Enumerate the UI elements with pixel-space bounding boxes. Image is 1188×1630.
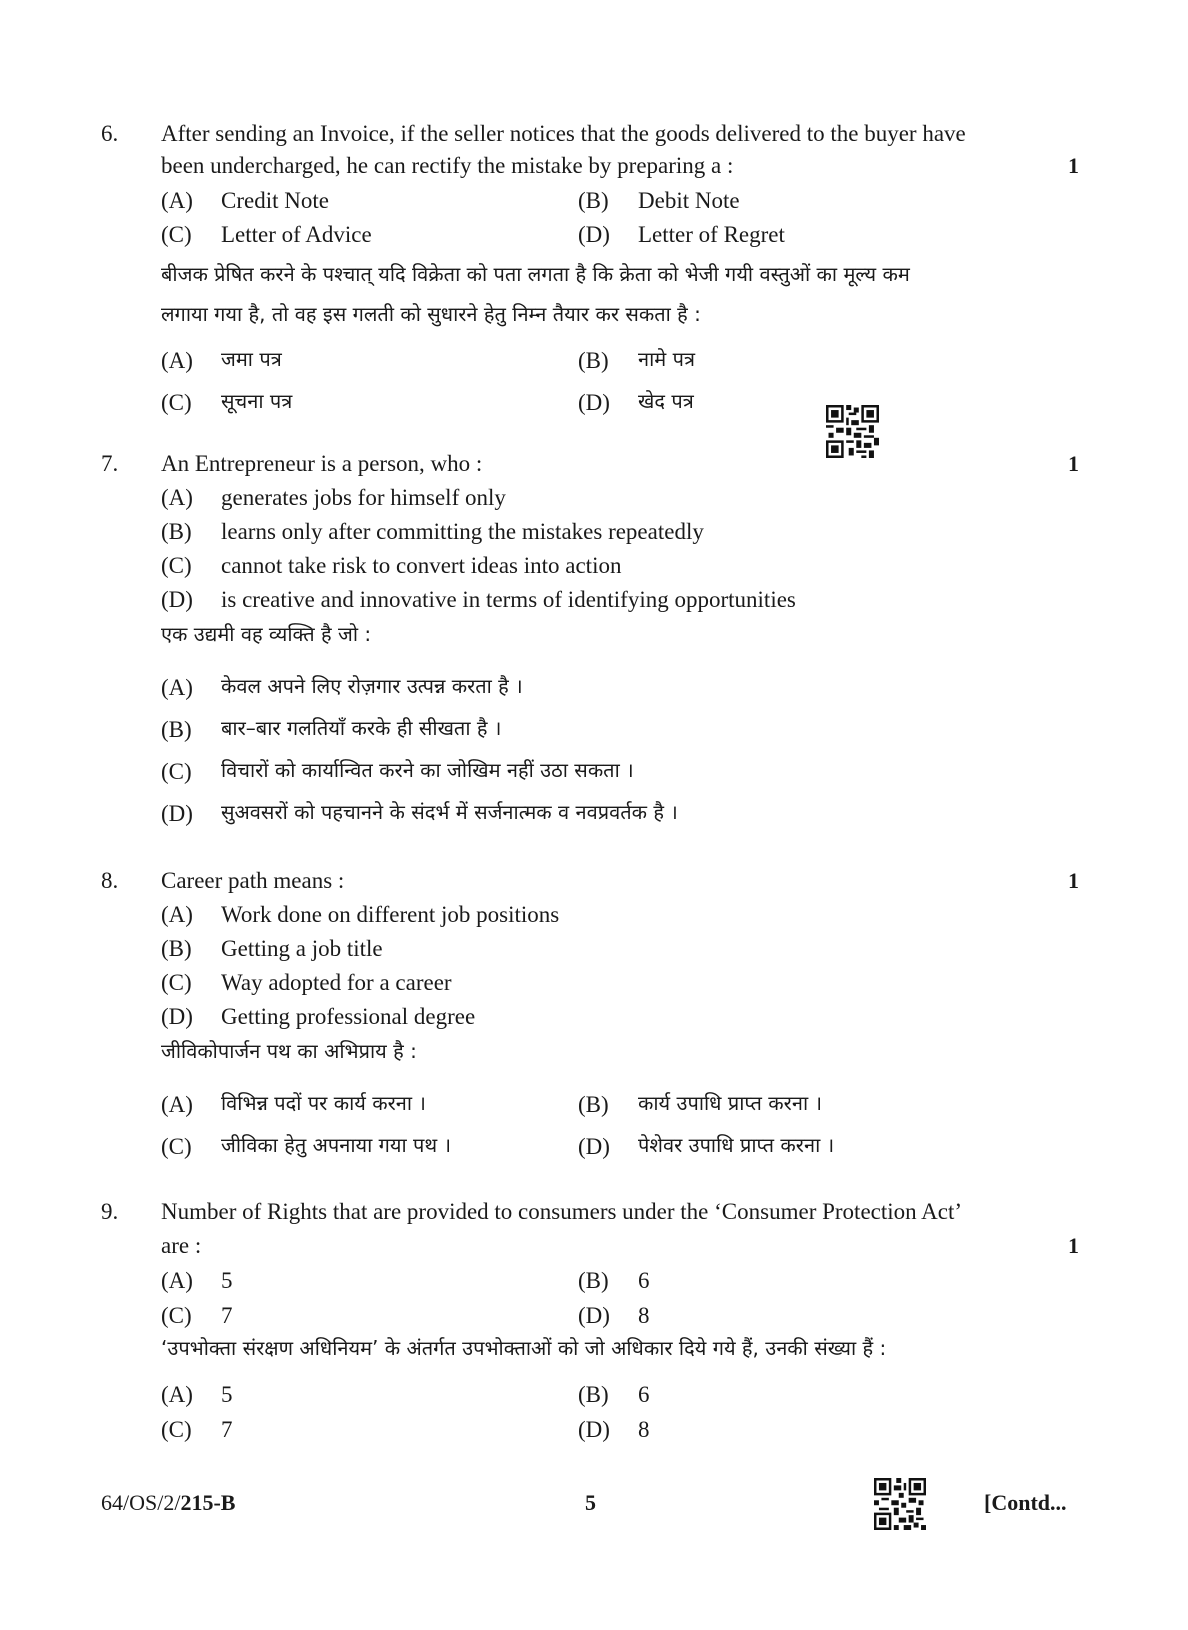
option-label: (B) [161, 936, 192, 961]
page-number: 5 [585, 1490, 596, 1515]
option-text: cannot take risk to convert ideas into action [221, 553, 622, 578]
option-text-hindi: नामे पत्र [638, 347, 695, 371]
option-label: (B) [161, 519, 192, 544]
option-text: Letter of Advice [221, 222, 372, 247]
option-text: 6 [638, 1268, 650, 1293]
option-text: 7 [221, 1303, 233, 1328]
question-7-text: An Entrepreneur is a person, who : [161, 451, 483, 476]
paper-code [101, 1492, 235, 1514]
question-9-text-line-1: Number of Rights that are provided to consumers under the ‘Consumer Protection Act’ [161, 1199, 962, 1224]
option-text-hindi: खेद पत्र [638, 389, 694, 413]
option-label: (C) [161, 222, 192, 247]
continued-marker: [Contd... [984, 1490, 1067, 1515]
qr-code-icon [874, 1478, 926, 1530]
option-label: (D) [578, 390, 610, 415]
option-label: (B) [578, 1382, 609, 1407]
option-text: Debit Note [638, 188, 740, 213]
question-8-text: Career path means : [161, 868, 345, 893]
option-text-hindi: जीविका हेतु अपनाया गया पथ । [221, 1133, 452, 1157]
option-text: 5 [221, 1268, 233, 1293]
option-label: (A) [161, 1268, 193, 1293]
option-text: generates jobs for himself only [221, 485, 506, 510]
option-label: (D) [578, 1134, 610, 1159]
option-text-hindi: विभिन्न पदों पर कार्य करना । [221, 1091, 426, 1115]
paper-code-prefix: 64/OS/2/ [101, 1490, 181, 1515]
option-text-hindi: केवल अपने लिए रोज़गार उत्पन्न करता है । [221, 674, 523, 698]
option-text: Getting professional degree [221, 1004, 476, 1029]
option-text-hindi: सुअवसरों को पहचानने के संदर्भ में सर्जनात्मक व नवप्रवर्तक है । [221, 800, 678, 824]
option-text: learns only after committing the mistakes repeatedly [221, 519, 704, 544]
option-label: (B) [578, 348, 609, 373]
option-text: Letter of Regret [638, 222, 785, 247]
option-text: Work done on different job positions [221, 902, 560, 927]
option-label: (A) [161, 675, 193, 700]
option-label: (D) [578, 1417, 610, 1442]
option-label: (A) [161, 1092, 193, 1117]
question-6-number: 6. [101, 121, 119, 146]
qr-code-icon [826, 405, 879, 458]
option-label: (C) [161, 759, 192, 784]
option-text: 5 [221, 1382, 233, 1407]
option-text-hindi: पेशेवर उपाधि प्राप्त करना । [638, 1133, 835, 1157]
question-8-number: 8. [101, 868, 119, 893]
option-label: (D) [161, 801, 193, 826]
question-6-text-line-1: After sending an Invoice, if the seller notices that the goods delivered to the buyer have [161, 121, 966, 146]
question-9-text-line-2: are : [161, 1233, 202, 1258]
question-7-number: 7. [101, 451, 119, 476]
option-text: is creative and innovative in terms of identifying opportunities [221, 587, 796, 612]
question-9-marks: 1 [1068, 1233, 1079, 1258]
option-label: (B) [578, 188, 609, 213]
option-text: Credit Note [221, 188, 329, 213]
option-label: (C) [161, 390, 192, 415]
option-label: (C) [161, 970, 192, 995]
option-text-hindi: बार–बार गलतियाँ करके ही सीखता है । [221, 716, 502, 740]
option-label: (C) [161, 1134, 192, 1159]
option-text-hindi: जमा पत्र [221, 347, 282, 371]
option-label: (A) [161, 188, 193, 213]
option-label: (A) [161, 348, 193, 373]
option-text-hindi: सूचना पत्र [221, 389, 293, 413]
option-text: 6 [638, 1382, 650, 1407]
question-9-number: 9. [101, 1199, 119, 1224]
option-text: 8 [638, 1417, 650, 1442]
question-8-marks: 1 [1068, 868, 1079, 893]
option-label: (A) [161, 902, 193, 927]
option-label: (D) [578, 222, 610, 247]
option-label: (A) [161, 485, 193, 510]
question-7-marks: 1 [1068, 451, 1079, 476]
option-label: (B) [578, 1268, 609, 1293]
question-8-hindi: जीविकोपार्जन पथ का अभिप्राय है : [161, 1039, 417, 1063]
question-6-hindi-line-2: लगाया गया है, तो वह इस गलती को सुधारने हेतु निम्न तैयार कर सकता है : [161, 302, 701, 326]
paper-code-set: 215-B [180, 1490, 236, 1515]
question-7-hindi: एक उद्यमी वह व्यक्ति है जो : [161, 622, 372, 646]
option-text: Getting a job title [221, 936, 383, 961]
option-label: (C) [161, 553, 192, 578]
option-text: 8 [638, 1303, 650, 1328]
question-6-hindi-line-1: बीजक प्रेषित करने के पश्चात् यदि विक्रेता को पता लगता है कि क्रेता को भेजी गयी वस्तुओं का मूल्य कम [161, 262, 910, 286]
option-label: (A) [161, 1382, 193, 1407]
option-label: (D) [578, 1303, 610, 1328]
option-text-hindi: कार्य उपाधि प्राप्त करना । [638, 1091, 823, 1115]
option-label: (D) [161, 587, 193, 612]
question-6-text-line-2: been undercharged, he can rectify the mistake by preparing a : [161, 153, 734, 178]
question-9-hindi: ‘उपभोक्ता संरक्षण अधिनियम’ के अंतर्गत उपभोक्ताओं को जो अधिकार दिये गये हैं, उनकी संख्या हैं : [161, 1336, 887, 1360]
option-text-hindi: विचारों को कार्यान्वित करने का जोखिम नहीं उठा सकता । [221, 758, 634, 782]
option-label: (B) [161, 717, 192, 742]
option-text: Way adopted for a career [221, 970, 452, 995]
option-label: (C) [161, 1417, 192, 1442]
question-6-marks: 1 [1068, 153, 1079, 178]
option-text: 7 [221, 1417, 233, 1442]
option-label: (B) [578, 1092, 609, 1117]
option-label: (D) [161, 1004, 193, 1029]
option-label: (C) [161, 1303, 192, 1328]
